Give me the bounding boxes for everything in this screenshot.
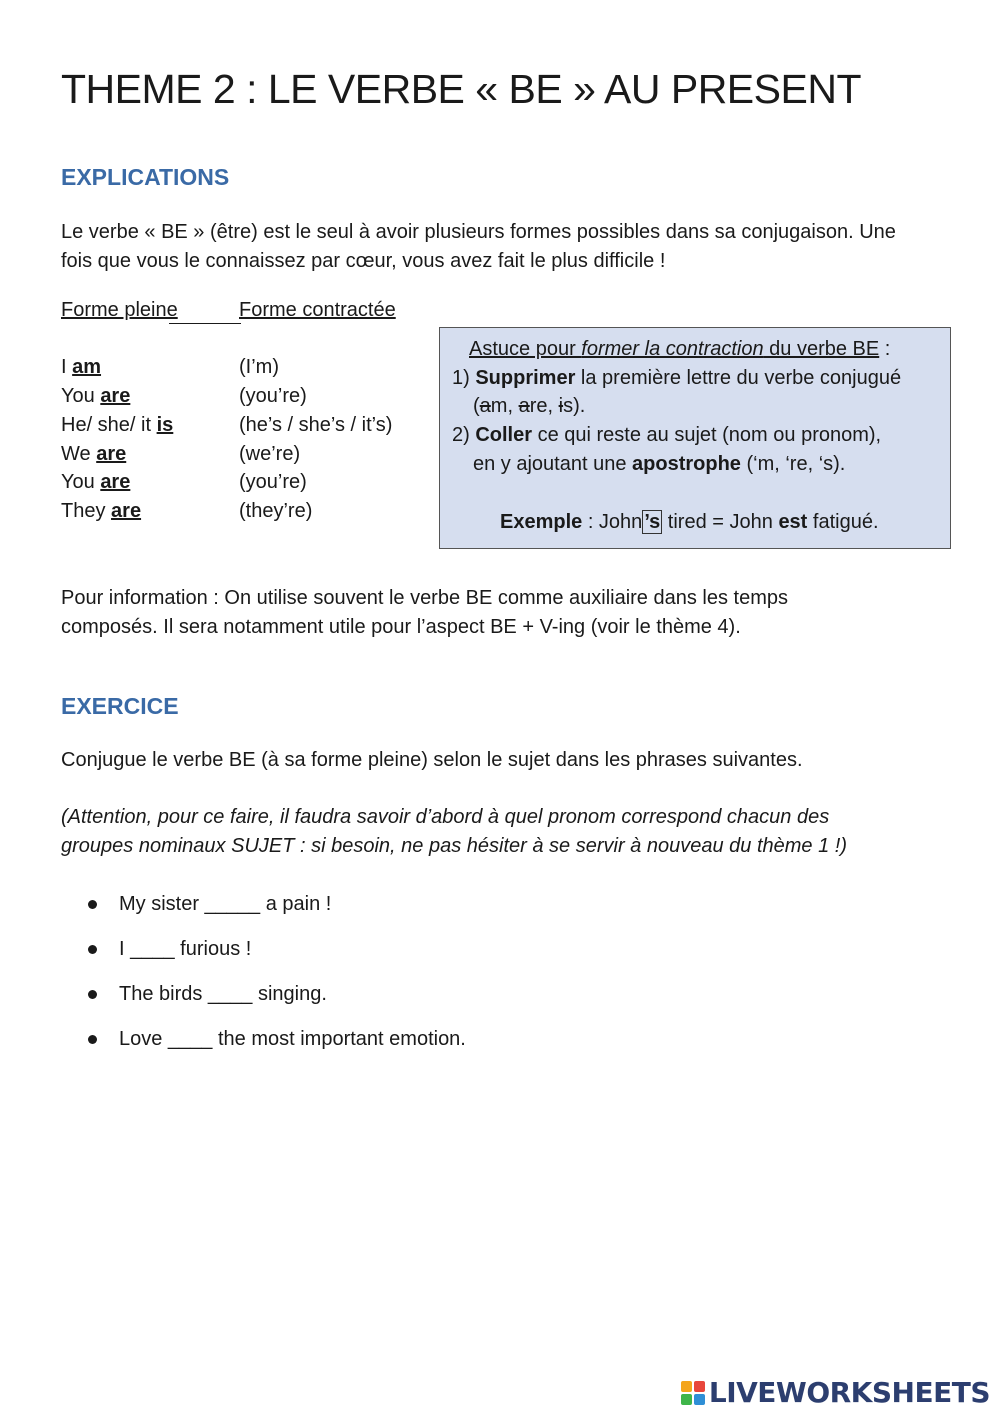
- info-line-1: Pour information : On utilise souvent le verbe BE comme auxiliaire dans les temps: [61, 587, 789, 609]
- logo-square: [694, 1381, 705, 1392]
- header-underline-gap: [169, 323, 241, 324]
- tip-step-1-examples: (am, are, is).: [473, 395, 586, 417]
- bullet-icon: [88, 990, 97, 999]
- tip-box: [439, 327, 951, 549]
- exercise-note: [61, 803, 951, 861]
- contracted-form: (you’re): [239, 385, 307, 407]
- exercise-instruction: Conjugue le verbe BE (à sa forme pleine) selon le sujet dans les phrases suivantes.: [61, 749, 803, 771]
- contracted-form: (you’re): [239, 471, 307, 493]
- logo-square: [681, 1394, 692, 1405]
- contracted-form: (they’re): [239, 500, 313, 522]
- conjugation-row: I am: [61, 356, 102, 378]
- conjugation-row: You are: [61, 385, 131, 407]
- conjugation-row: We are: [61, 443, 127, 465]
- conjugation-row: You are: [61, 471, 131, 493]
- intro-line-1: Le verbe « BE » (être) est le seul à avoir plusieurs formes possibles dans sa conjugaison. Une: [61, 221, 896, 243]
- conjugation-row: They are: [61, 500, 142, 522]
- note-line-2: groupes nominaux SUJET : si besoin, ne pas hésiter à se servir à nouveau du thème 1 !): [61, 835, 847, 857]
- bullet-icon: [88, 945, 97, 954]
- exercise-item[interactable]: My sister _____ a pain !: [86, 889, 466, 934]
- info-line-2: composés. Il sera notamment utile pour l’aspect BE + V-ing (voir le thème 4).: [61, 616, 741, 638]
- logo-square: [694, 1394, 705, 1405]
- liveworksheets-logo: [681, 1376, 990, 1409]
- info-paragraph: [61, 584, 951, 642]
- tip-step-1: 1) Supprimer la première lettre du verbe conjugué: [452, 367, 902, 389]
- intro-line-2: fois que vous le connaissez par cœur, vous avez fait le plus difficile !: [61, 250, 666, 272]
- page-title: THEME 2 : LE VERBE « BE » AU PRESENT: [61, 66, 861, 112]
- section-heading-explications: EXPLICATIONS: [61, 164, 230, 190]
- exercise-item[interactable]: I ____ furious !: [86, 934, 466, 979]
- conjugation-row: He/ she/ it is: [61, 414, 174, 436]
- contracted-form: (we’re): [239, 443, 301, 465]
- logo-mark-icon: [681, 1381, 705, 1405]
- tip-example: Exemple : John ’s tired = John est fatigué.: [500, 511, 879, 533]
- note-line-1: (Attention, pour ce faire, il faudra savoir d’abord à quel pronom correspond chacun des: [61, 806, 830, 828]
- bullet-icon: [88, 900, 97, 909]
- contracted-form: (I’m): [239, 356, 279, 378]
- tip-title: Astuce pour former la contraction du verbe BE :: [469, 338, 891, 360]
- exercise-item[interactable]: The birds ____ singing.: [86, 979, 466, 1024]
- tip-step-2-line-2: en y ajoutant une apostrophe (‘m, ‘re, ‘s).: [473, 453, 846, 475]
- intro-paragraph: [61, 218, 951, 276]
- logo-text: LIVEWORKSHEETS: [708, 1376, 990, 1409]
- section-heading-exercice: EXERCICE: [61, 693, 179, 719]
- exercise-item[interactable]: Love ____ the most important emotion.: [86, 1024, 466, 1069]
- logo-square: [681, 1381, 692, 1392]
- contracted-form: (he’s / she’s / it’s): [239, 414, 393, 436]
- column-header-contracted-form: Forme contractée: [239, 299, 396, 321]
- column-header-full-form: Forme pleine: [61, 299, 178, 321]
- exercise-list: [86, 889, 466, 1069]
- bullet-icon: [88, 1035, 97, 1044]
- tip-step-2: 2) Coller ce qui reste au sujet (nom ou pronom),: [452, 424, 882, 446]
